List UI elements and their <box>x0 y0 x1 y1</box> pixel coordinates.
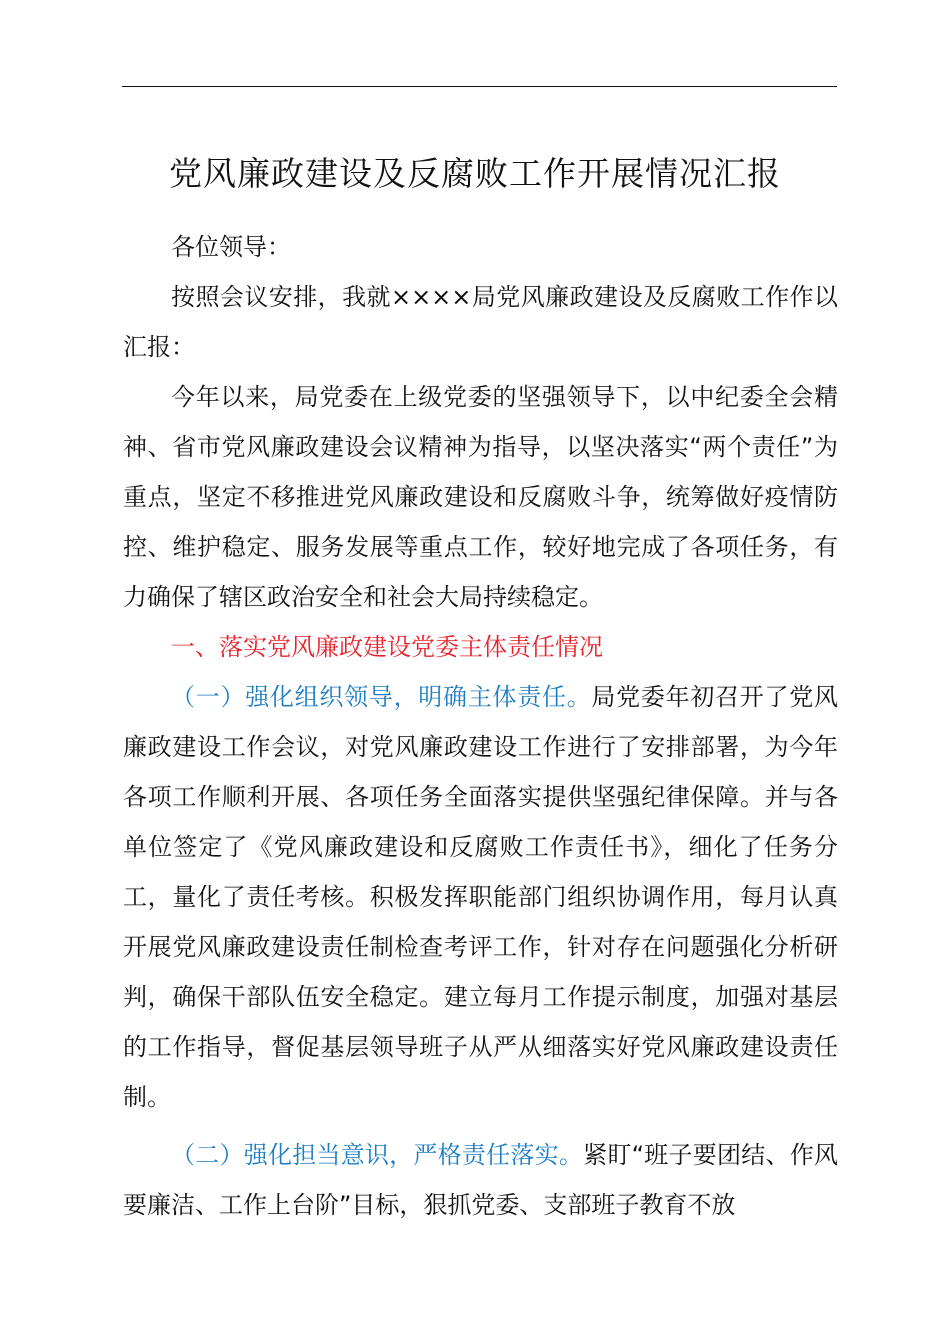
header-rule <box>122 86 837 87</box>
item-1-body: 局党委年初召开了党风廉政建设工作会议，对党风廉政建设工作进行了安排部署，为今年各项工作顺利开展、各项任务全面落实提供坚强纪律保障。并与各单位签定了《党风廉政建设和反腐败工作责任书》，细化了任务分工，量化了责任考核。积极发挥职能部门组织协调作用，每月认真开展党风廉政建设责任制检查考评工作，针对存在问题强化分析研判，确保干部队伍安全稳定。建立每月工作提示制度，加强对基层的工作指导，督促基层领导班子从严从细落实好党风廉政建设责任制。 <box>123 683 838 1111</box>
section-heading: 一、落实党风廉政建设党委主体责任情况 <box>171 633 603 661</box>
item-1-paragraph <box>123 672 838 1122</box>
document-title: 党风廉政建设及反腐败工作开展情况汇报 <box>169 154 781 193</box>
item-1-heading: （一）强化组织领导，明确主体责任。 <box>171 683 592 711</box>
document-body <box>123 222 838 1230</box>
item-2-paragraph <box>123 1130 838 1230</box>
item-2-heading: （二）强化担当意识，严格责任落实。 <box>171 1141 584 1169</box>
intro-paragraph: 按照会议安排，我就××××局党风廉政建设及反腐败工作作以汇报： <box>123 283 838 361</box>
salutation: 各位领导： <box>171 233 291 261</box>
overview-paragraph: 今年以来，局党委在上级党委的坚强领导下，以中纪委全会精神、省市党风廉政建设会议精神为指导，以坚决落实“两个责任”为重点，坚定不移推进党风廉政建设和反腐败斗争，统筹做好疫情防控、维护稳定、服务发展等重点工作，较好地完成了各项任务，有力确保了辖区政治安全和社会大局持续稳定。 <box>123 383 838 611</box>
item-2-body: 紧盯“班子要团结、作风要廉洁、工作上台阶”目标，狠抓党委、支部班子教育不放 <box>123 1141 839 1219</box>
